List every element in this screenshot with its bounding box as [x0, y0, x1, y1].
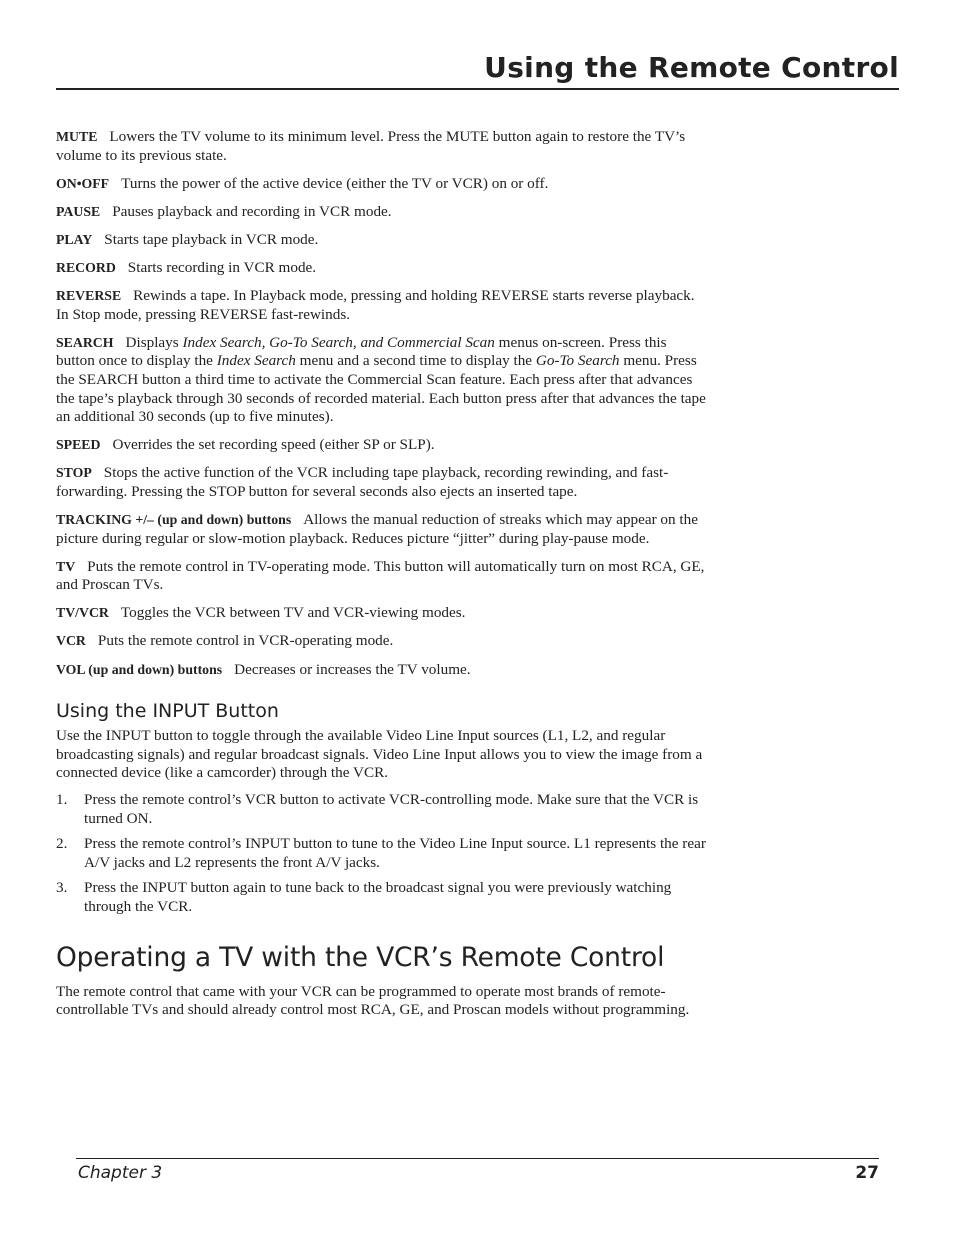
entry-term: ON•OFF: [56, 175, 110, 191]
entry-text: Overrides the set recording speed (either SP or SLP).: [112, 436, 435, 454]
entry-on-off: [56, 175, 706, 194]
input-section-heading: Using the INPUT Button: [56, 700, 279, 723]
step-text: Press the INPUT button again to tune back to the broadcast signal you were previously watching through the VCR.: [84, 879, 672, 915]
list-item: [56, 791, 706, 828]
entry-term: MUTE: [56, 129, 98, 144]
entry-play: [56, 231, 706, 250]
entry-text: Toggles the VCR between TV and VCR-viewing modes.: [120, 604, 466, 622]
entry-reverse: [56, 287, 706, 324]
tv-remote-section: [56, 942, 706, 1020]
entry-speed: [56, 436, 706, 455]
step-number: 2.: [56, 835, 68, 853]
input-button-section: [56, 700, 706, 916]
input-section-intro: Use the INPUT button to toggle through the available Video Line Input sources (L1, L2, and regular broadcasting signals) and regular broadcast signals. Video Line Input allows you to view the image from a connected device (like a camcorder) through the VCR.: [56, 727, 703, 782]
main-content: [56, 128, 706, 1028]
entry-text: Allows the manual reduction of streaks which may appear on the picture during regular or slow-motion playback. Reduces picture “jitter” during play-pause mode.: [56, 511, 698, 547]
entry-text: Decreases or increases the TV volume.: [234, 660, 471, 678]
entry-text: menu and a second time to display the: [295, 352, 536, 370]
entry-text: Puts the remote control in TV-operating mode. This button will automatically turn on most RCA, GE, and Proscan TVs.: [56, 557, 705, 594]
step-number: 3.: [56, 879, 68, 897]
entry-text: menu. Press the SEARCH button a third time to activate the Commercial Scan feature. Each press after that advances the tape’s playback through 30 seconds of recorded material. Each button press after that advances the tape an additional 30 seconds (up to five minutes).: [56, 352, 706, 426]
entry-tracking: [56, 511, 706, 548]
entry-term: SEARCH: [56, 334, 114, 350]
page-footer: [76, 1158, 879, 1189]
entry-stop: [56, 464, 706, 501]
entry-text: Stops the active function of the VCR including tape playback, recording rewinding, and fast-forwarding. Pressing the STOP button for several seconds also ejects an inserted tape.: [56, 464, 669, 500]
entry-text: Puts the remote control in VCR-operating mode.: [97, 632, 394, 650]
entry-search: [56, 334, 706, 427]
step-number: 1.: [56, 790, 68, 808]
entry-text: Rewinds a tape. In Playback mode, pressing and holding REVERSE starts reverse playback. In Stop mode, pressing REVERSE fast-rewinds.: [56, 287, 695, 323]
tv-section-body: The remote control that came with your VCR can be programmed to operate most brands of remote-controllable TVs and should already control most RCA, GE, and Proscan models without programming.: [56, 982, 690, 1019]
entry-term: TV/VCR: [56, 605, 109, 621]
entry-vol: [56, 661, 706, 680]
input-steps-list: [56, 791, 706, 917]
entry-text: menus on-screen. Press this button once to display the: [56, 333, 667, 370]
entry-tv-vcr: [56, 604, 706, 623]
page-header: [56, 50, 899, 90]
entry-text-italic: Go-To Search: [535, 352, 620, 370]
step-text: Press the remote control’s VCR button to activate VCR-controlling mode. Make sure that the VCR is turned ON.: [84, 790, 699, 827]
page-title: Using the Remote Control: [484, 51, 899, 84]
entry-text: Starts tape playback in VCR mode.: [104, 230, 319, 248]
entry-term: RECORD: [56, 259, 116, 275]
entry-term: PLAY: [56, 231, 93, 247]
entry-text: Displays: [125, 333, 183, 351]
list-item: [56, 879, 706, 916]
entry-term: VCR: [56, 633, 86, 649]
entry-term: STOP: [56, 465, 92, 481]
tv-section-heading: Operating a TV with the VCR’s Remote Control: [56, 941, 665, 973]
button-descriptions: [56, 128, 706, 679]
entry-term: TV: [56, 558, 76, 574]
entry-term: VOL (up and down) buttons: [56, 661, 223, 677]
page-number: 27: [855, 1163, 879, 1183]
entry-text-italic: Index Search: [216, 352, 296, 370]
entry-term: TRACKING +/– (up and down) buttons: [56, 512, 292, 527]
footer-chapter: Chapter 3: [78, 1163, 163, 1183]
entry-term: SPEED: [56, 437, 101, 453]
entry-text: Turns the power of the active device (either the TV or VCR) on or off.: [121, 174, 549, 192]
list-item: [56, 835, 706, 872]
entry-text: Lowers the TV volume to its minimum level. Press the MUTE button again to restore the TV’s volume to its previous state.: [56, 128, 686, 164]
entry-pause: [56, 203, 706, 222]
step-text: Press the remote control’s INPUT button to tune to the Video Line Input source. L1 represents the rear A/V jacks and L2 represents the front A/V jacks.: [84, 835, 706, 871]
entry-text-italic: Index Search, Go-To Search, and Commercial Scan: [182, 333, 495, 351]
entry-record: [56, 259, 706, 278]
entry-term: PAUSE: [56, 203, 101, 219]
entry-text: Pauses playback and recording in VCR mode.: [112, 202, 392, 220]
entry-text: Starts recording in VCR mode.: [127, 258, 317, 276]
entry-term: REVERSE: [56, 288, 122, 304]
entry-tv: [56, 558, 706, 595]
entry-mute: [56, 128, 706, 165]
entry-vcr: [56, 632, 706, 651]
